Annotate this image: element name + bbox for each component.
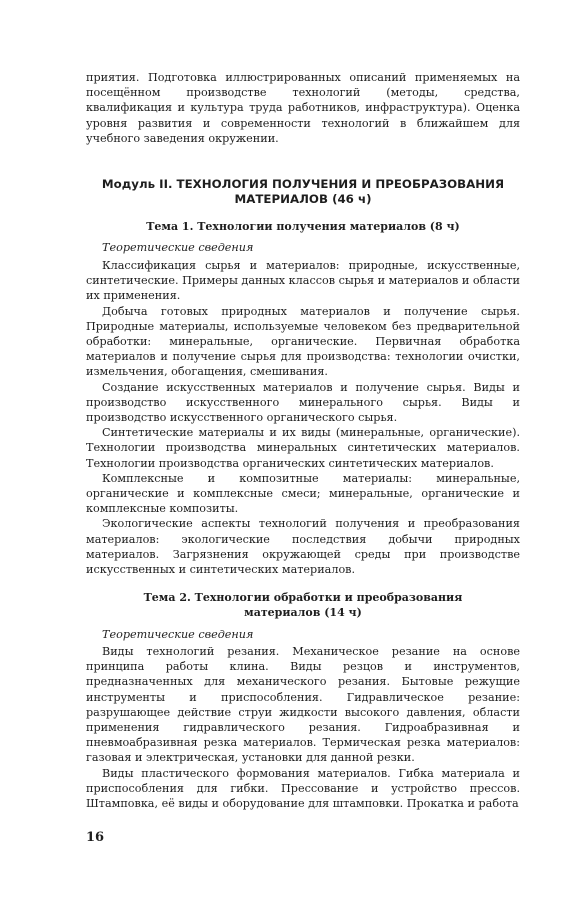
topic-1-paragraph: Добыча готовых природных материалов и получение сырья. Природные материалы, используемые человеком без предварительной обработки: минеральные, органические. Первичная обработка материалов и получение сырья для производства: технологии очистки, измельчения, обогащения, смешивания.	[86, 304, 520, 379]
topic-1-paragraph: Синтетические материалы и их виды (минеральные, органические). Технологии производства минеральных синтетических материалов. Технологии производства органических синтетических материалов.	[86, 426, 520, 470]
topic-2-body	[86, 644, 520, 811]
topic-2-paragraph: Виды пластического формования материалов. Гибка материала и приспособления для гибки. Прессование и устройство прессов. Штамповка, её виды и оборудование для штамповки. Прокатка и работа	[86, 766, 520, 811]
topic-2-heading-line-2: материалов (14 ч)	[244, 606, 362, 619]
topic-1-paragraph: Экологические аспекты технологий получения и преобразования материалов: экологические последствия добычи природных материалов. Загрязнения окружающей среды при производстве искусственных и синтетических материалов.	[86, 517, 520, 577]
topic-1-paragraph: Создание искусственных материалов и получение сырья. Виды и производство искусственного минерального сырья. Виды и производство искусственного органического сырья.	[86, 380, 520, 425]
intro-paragraph: приятия. Подготовка иллюстрированных описаний применяемых на посещённом производстве технологий (методы, средства, квалификация и культура труда работников, инфраструктура). Оценка уровня развития и современности технологий в ближайшем для учебного заведения окружении.	[86, 71, 520, 145]
topic-1-paragraph: Комплексные и композитные материалы: минеральные, органические и комплексные смеси; минеральные, органические и комплексные композиты.	[86, 471, 520, 516]
topic-1-heading: Тема 1. Технологии получения материалов (8 ч)	[146, 220, 460, 233]
topic-2-heading	[86, 590, 520, 620]
topic-1-paragraph: Классификация сырья и материалов: природные, искусственные, синтетические. Примеры данных классов сырья и материалов и области их применения.	[86, 259, 520, 303]
module-heading: Модуль II. ТЕХНОЛОГИЯ ПОЛУЧЕНИЯ И ПРЕОБРАЗОВАНИЯ МАТЕРИАЛОВ (46 ч)	[101, 177, 505, 206]
topic-2-paragraph: Виды технологий резания. Механическое резание на основе принципа работы клина. Виды резцов и инструментов, предназначенных для механического резания. Бытовые режущие инструменты и приспособления. Гидравлическое резание: разрушающее действие струи жидкости высокого давления, области применения гидравлического резания. Гидроабразивная и пневмоабразивная резка материалов. Термическая резка материалов: газовая и электрическая, установки для данной резки.	[86, 645, 520, 765]
topic-2-subheading: Теоретические сведения	[102, 628, 254, 641]
topic-1-body	[86, 258, 520, 577]
topic-2-heading-line-1: Тема 2. Технологии обработки и преобразования	[143, 591, 463, 604]
topic-1-subheading: Теоретические сведения	[102, 241, 254, 254]
intro-paragraph-block	[86, 70, 520, 146]
page-number: 16	[86, 830, 105, 845]
